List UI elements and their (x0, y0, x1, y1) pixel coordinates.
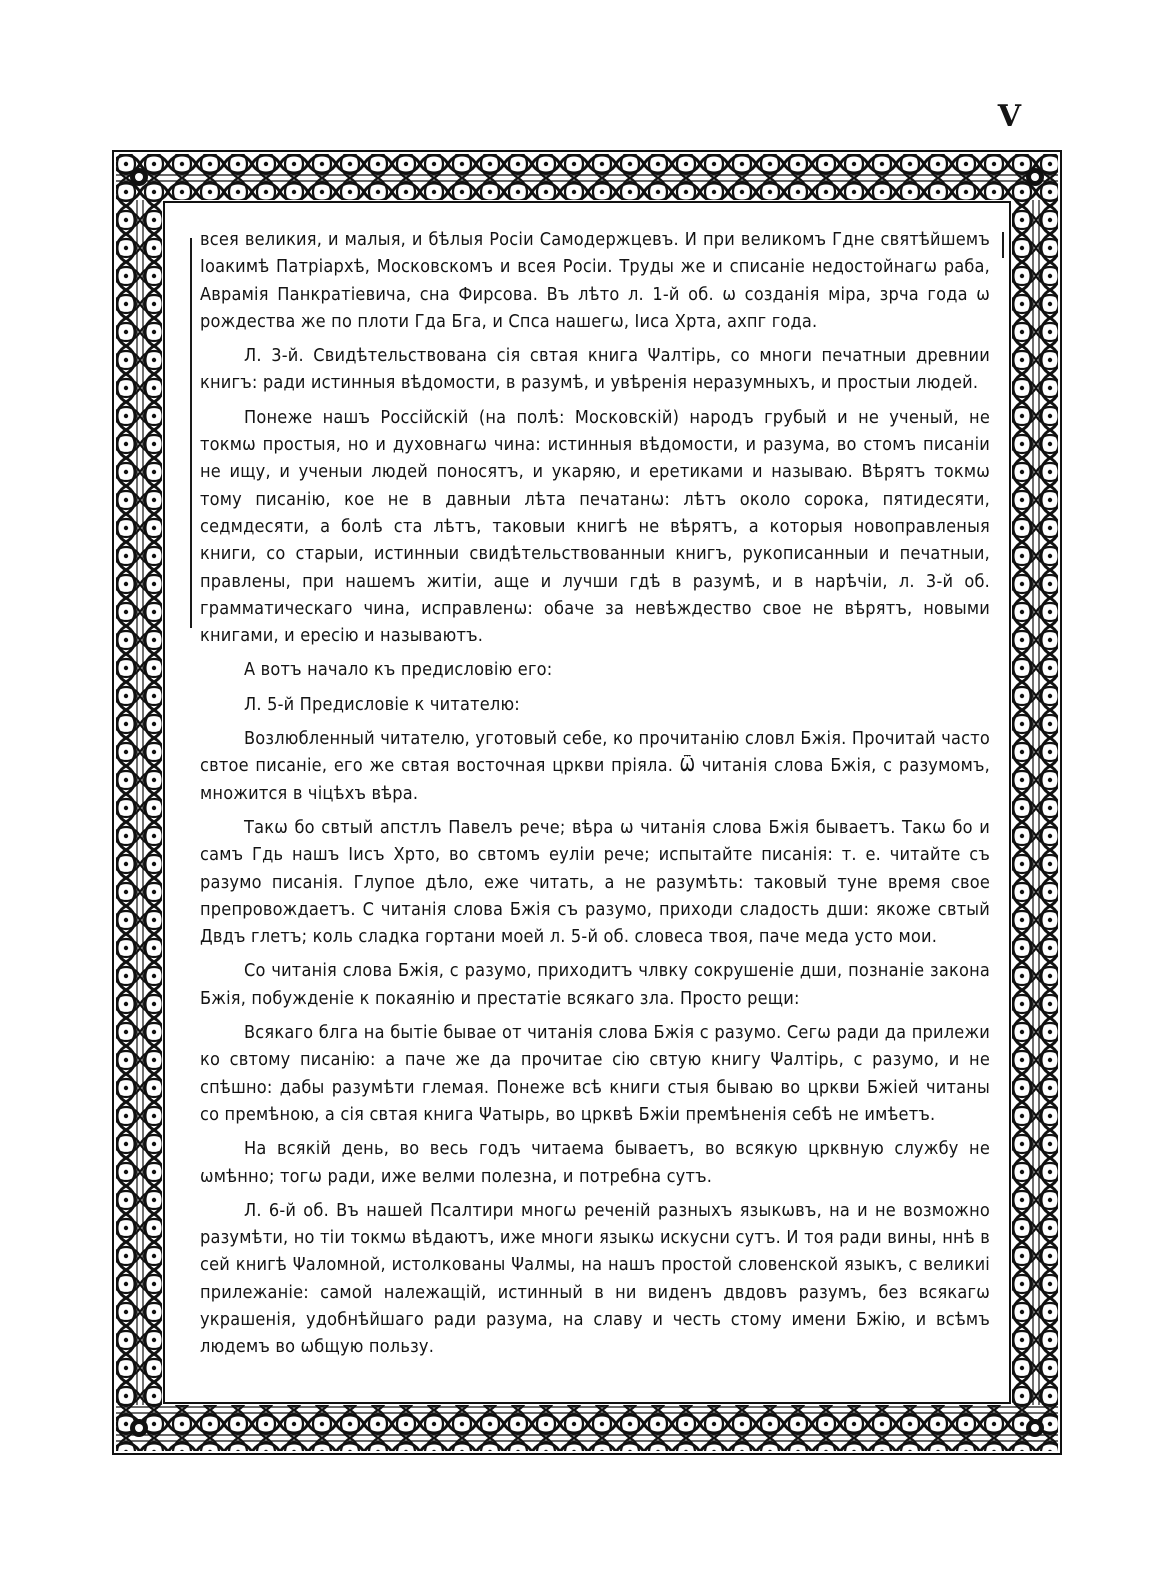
paragraph: Понеже нашъ Россійскій (на полѣ: Московскій) народъ грубый и не ученый, не токмω простыя, но и духовнагω чина: истинныя вѣдомости, и разума, во стомъ писаніи не ищу, и ученыи людей поносятъ, и укаряю, и еретиками и называю. Вѣрятъ токмω тому писанію, кое не в давныи лѣта печатанω: лѣтъ около сорока, пятидесяти, седмдесяти, а болѣ ста лѣтъ, таковыи книгѣ не вѣрятъ, а которыя новоправленыя книги, со старыи, истинныи свидѣтельствованныи книгъ, рукописанныи и печатныи, правлены, при нашемъ житіи, аще и лучши гдѣ в разумѣ, и в нарѣчіи, л. 3-й об. грамматическаго чина, исправленω: обаче за невѣждество свое не вѣрятъ, новыми книгами, и ересію и называютъ. (200, 406, 990, 647)
paragraph: Всякаго блга на бытіе бывае от читанія слова Бжія с разумо. Сегω ради да прилежи ко свтому писанію: а паче же да прочитае сію свтую книгу Ψалтірь, с разумо, и не спѣшно: дабы разумѣти глемая. Понеже всѣ книги стыя бываю во цркви Бжіей читаны со премѣною, а сія свтая книга Ψатырь, во црквѣ Бжіи премѣненія себѣ не имѣетъ. (200, 1022, 990, 1125)
margin-rule-right (1002, 232, 1004, 258)
page-number: V (997, 99, 1021, 134)
paragraph: Л. 6-й об. Въ нашей Псалтири многω реченій разныхъ языкωвъ, на и не возможно разумѣти, но тіи токмω вѣдаютъ, иже многи языкω искусни сутъ. И тоя ради вины, ннѣ в сей книгѣ Ψаломной, истолкованы Ψалмы, на нашъ простой словенской языкъ, с великиі прилежаніе: самой належащій, истинный в ни виденъ двдовъ разумъ, без всякагω украшенія, удобнѣйшаго ради разума, на славу и честь стому имени Бжію, и всѣмъ людемъ во ωбщую пользу. (200, 1199, 990, 1358)
paragraph: всея великия, и малыя, и бѣлыя Росіи Самодержцевъ. И при великомъ Гдне святѣйшемъ Іоакимѣ Патріархѣ, Московскомъ и всея Росіи. Труды же и списаніе недостойнагω раба, Аврамія Панкратіевича, сна Фирсова. Въ лѣто л. 1-й об. ω созданія міра, зрча года ω рождества же по плоти Гда Бга, и Спса нашегω, Іиса Хрта, ахпг года. (200, 229, 990, 332)
paragraph: Л. 5-й Предисловіе к читателю: (244, 693, 520, 715)
paragraph: А вотъ начало къ предисловію его: (244, 659, 553, 681)
paragraph: Со читанія слова Бжія, с разумо, приходитъ члвку сокрушеніе дши, познаніе закона Бжія, побужденіе к покаянію и престатіе всякаго зла. Просто рещи: (200, 960, 990, 1009)
paragraph: Л. 3-й. Свидѣтельствована сія свтая книга Ψалтірь, со многи печатныи древнии книгъ: ради истинныя вѣдомости, в разумѣ, и увѣренія неразумныхъ, и простыи людей. (200, 345, 990, 394)
paragraph: На всякій день, во весь годъ читаема бываетъ, во всякую црквную службу не ωмѣнно; тогω ради, иже велми полезна, и потребна сутъ. (200, 1138, 990, 1187)
margin-rule-left (190, 238, 192, 628)
paragraph: Такω бо свтый апстлъ Павелъ рече; вѣра ω читанія слова Бжія бываетъ. Такω бо и самъ Гдь нашъ Іисъ Хрто, во свтомъ еуліи рече; испытайте писанія: т. е. читайте съ разумо писанія. Глупое дѣло, еже читать, а не разумѣть: таковый туне время свое препровождаетъ. С читанія слова Бжія съ разумо, приходи сладость дши: якоже свтый Двдъ глетъ; коль сладка гортани моей л. 5-й об. словеса твоя, паче меда усто мои. (200, 816, 990, 948)
body-text (200, 226, 990, 1368)
paragraph: Возлюбленный читателю, уготовый себе, ко прочитанію словл Бжія. Прочитай часто свтое писаніе, его же свтая восточная цркви пріяла. Ѿ читанія слова Бжія, с разумомъ, множится в чіцѣхъ вѣра. (200, 728, 990, 804)
